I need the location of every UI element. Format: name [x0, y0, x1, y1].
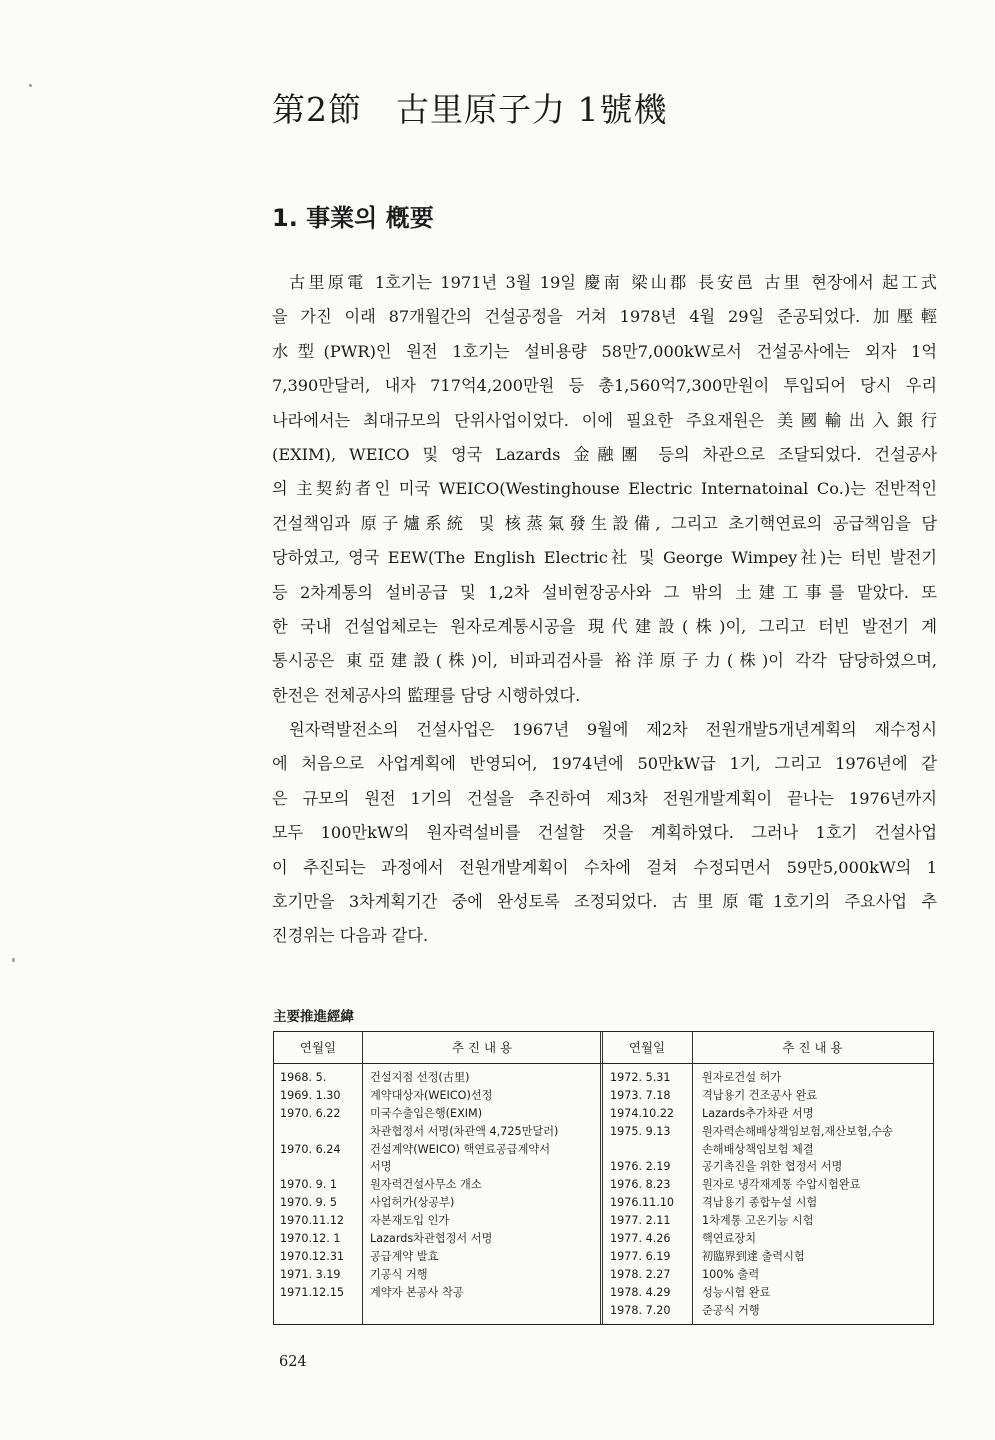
date-cell: 1968. 5.	[280, 1071, 327, 1084]
event-cell: 계약대상자(WEICO)선정	[370, 1088, 493, 1102]
event-cell: 서명	[370, 1160, 392, 1174]
date-cell: 1977. 6.19	[610, 1249, 671, 1263]
text-line: 등 2차계통의 설비공급 및 1,2차 설비현장공사와 그 밖의 土建工事를 맡았다. 또	[272, 582, 937, 602]
text-line: 원자력발전소의 건설사업은 1967년 9월에 제2차 전원개발5개년계획의 재수정시	[289, 720, 937, 740]
body-text	[272, 266, 937, 954]
date-cell: 1978. 7.20	[610, 1303, 671, 1317]
column-divider	[362, 1032, 363, 1324]
left-date-column	[280, 1069, 360, 1302]
event-cell: 준공식 거행	[702, 1303, 760, 1317]
paragraph-1	[272, 266, 937, 713]
date-cell	[280, 1123, 360, 1141]
date-cell: 1969. 1.30	[280, 1088, 341, 1102]
event-cell: 성능시험 완료	[702, 1285, 771, 1299]
date-cell: 1970. 9. 5	[280, 1196, 337, 1210]
event-cell: 격납용기 건조공사 완료	[702, 1088, 818, 1102]
date-cell: 1971.12.15	[280, 1285, 345, 1299]
text-line: 이 추진되는 과정에서 전원개발계획이 수차에 걸쳐 수정되면서 59만5,000kW의 1	[272, 857, 937, 877]
text-line: 7,390만달러, 내자 717억4,200만원 등 총1,560억7,300만원이 투입되어 당시 우리	[272, 376, 937, 396]
date-cell: 1970.12.31	[280, 1249, 345, 1263]
date-cell: 1971. 3.19	[280, 1267, 341, 1281]
date-cell: 1976.11.10	[610, 1196, 675, 1210]
date-cell: 1970. 6.24	[280, 1142, 341, 1156]
page-number: 624	[279, 1354, 307, 1370]
event-cell: 미국수출입은행(EXIM)	[370, 1106, 483, 1120]
event-cell: Lazards추가차관 서명	[702, 1106, 814, 1120]
text-line: 당하였고, 영국 EEW(The English Electric社 및 George Wimpey社)는 터빈 발전기	[272, 548, 937, 568]
event-cell: 사업허가(상공부)	[370, 1196, 455, 1210]
date-cell	[610, 1141, 690, 1159]
date-cell: 1970. 6.22	[280, 1106, 341, 1120]
text-line: 의 主契約者인 미국 WEICO(Westinghouse Electric Internatoinal Co.)는 전반적인	[272, 479, 937, 499]
left-content-column	[370, 1069, 598, 1302]
event-cell: 기공식 거행	[370, 1267, 428, 1281]
date-cell: 1970.11.12	[280, 1214, 345, 1228]
date-cell: 1975. 9.13	[610, 1124, 671, 1138]
date-cell: 1970.12. 1	[280, 1232, 341, 1246]
text-line: 에 처음으로 사업계획에 반영되어, 1974년에 50만kW급 1기, 그리고 1976년에 같	[272, 754, 937, 774]
text-line: 古里原電 1호기는 1971년 3월 19일 慶南 梁山郡 長安邑 古里 현장에서 起工式	[289, 273, 937, 292]
event-cell: 건설지점 선정(古里)	[370, 1071, 470, 1084]
header-content-left: 추 진 내 용	[362, 1032, 602, 1064]
event-cell: Lazards차관협정서 서명	[370, 1232, 493, 1246]
event-cell: 100% 출력	[702, 1267, 760, 1281]
right-date-column	[610, 1069, 690, 1319]
text-line: 건설책임과 原子爐系統 및 核蒸氣發生設備, 그리고 초기핵연료의 공급책임을 담	[272, 513, 937, 533]
text-line: 한전은 전체공사의 監理를 담당 시행하였다.	[272, 685, 581, 705]
header-date-left: 연월일	[274, 1032, 362, 1064]
event-cell: 1차계통 고온기능 시험	[702, 1214, 814, 1228]
paragraph-2	[272, 713, 937, 954]
text-line: 은 규모의 원전 1기의 건설을 추진하여 제3차 전원개발계획이 끝나는 1976년까지	[272, 788, 937, 808]
date-cell: 1976. 2.19	[610, 1160, 671, 1174]
header-content-right: 추 진 내 용	[692, 1032, 933, 1064]
section-title: 第2節 古里原子力 1號機	[272, 90, 668, 129]
header-date-right: 연월일	[602, 1032, 692, 1064]
event-cell: 원자로 냉각재계통 수압시험완료	[702, 1178, 861, 1192]
event-cell: 원자로건설 허가	[702, 1071, 782, 1084]
event-cell: 원자력건설사무소 개소	[370, 1178, 482, 1192]
text-line: 진경위는 다음과 같다.	[272, 926, 429, 946]
event-cell: 원자력손해배상책임보험,재산보험,수송	[702, 1124, 893, 1138]
event-cell: 계약자 본공사 착공	[370, 1285, 464, 1299]
text-line: 한 국내 건설업체로는 원자로계통시공을 現代建設(株)이, 그리고 터빈 발전기 계	[272, 616, 937, 636]
date-cell: 1978. 2.27	[610, 1267, 671, 1281]
date-cell: 1972. 5.31	[610, 1071, 671, 1084]
event-cell: 손해배상책임보험 체결	[702, 1142, 814, 1156]
event-cell: 初臨界到達 출력시험	[702, 1249, 805, 1263]
event-cell: 격납용기 종합누설 시험	[702, 1196, 818, 1210]
text-line: 水型(PWR)인 원전 1호기는 설비용량 58만7,000kW로서 건설공사에는 외자 1억	[272, 341, 937, 361]
text-line: 호기만을 3차계획기간 중에 완성토록 조정되었다. 古里原電1호기의 주요사업 추	[272, 892, 937, 912]
section-subtitle: 1. 事業의 槪要	[272, 204, 434, 232]
text-line: (EXIM), WEICO 및 영국 Lazards 金融團 등의 차관으로 조달되었다. 건설공사	[272, 444, 937, 464]
scan-speck	[12, 958, 15, 962]
text-line: 모두 100만kW의 원자력설비를 건설할 것을 계획하였다. 그러나 1호기 건설사업	[272, 823, 937, 843]
event-cell: 공기촉진을 위한 협정서 서명	[702, 1160, 843, 1174]
event-cell: 건설계약(WEICO) 핵연료공급계약서	[370, 1142, 551, 1156]
event-cell: 핵연료장치	[702, 1232, 757, 1246]
text-line: 나라에서는 최대규모의 단위사업이었다. 이에 필요한 주요재원은 美國輸出入銀行	[272, 410, 937, 430]
timeline-table	[273, 1031, 934, 1325]
scan-speck	[29, 84, 32, 87]
date-cell: 1977. 4.26	[610, 1232, 671, 1246]
event-cell: 공급계약 발효	[370, 1249, 439, 1263]
date-cell: 1974.10.22	[610, 1106, 675, 1120]
date-cell: 1970. 9. 1	[280, 1178, 337, 1192]
column-divider-double	[600, 1032, 603, 1324]
date-cell: 1973. 7.18	[610, 1088, 671, 1102]
text-line: 통시공은 東亞建設(株)이, 비파괴검사를 裕洋原子力(株)이 각각 담당하였으며,	[272, 651, 937, 671]
event-cell: 차관협정서 서명(차관액 4,725만달러)	[370, 1124, 559, 1138]
date-cell	[280, 1158, 360, 1176]
text-line: 을 가진 이래 87개월간의 건설공정을 거쳐 1978년 4월 29일 준공되었다. 加壓輕	[272, 307, 937, 327]
date-cell: 1976. 8.23	[610, 1178, 671, 1192]
date-cell: 1978. 4.29	[610, 1285, 671, 1299]
right-content-column	[702, 1069, 930, 1319]
event-cell: 자본재도입 인가	[370, 1214, 450, 1228]
table-caption: 主要推進經緯	[273, 1009, 354, 1025]
column-divider	[692, 1032, 693, 1324]
date-cell: 1977. 2.11	[610, 1214, 671, 1228]
